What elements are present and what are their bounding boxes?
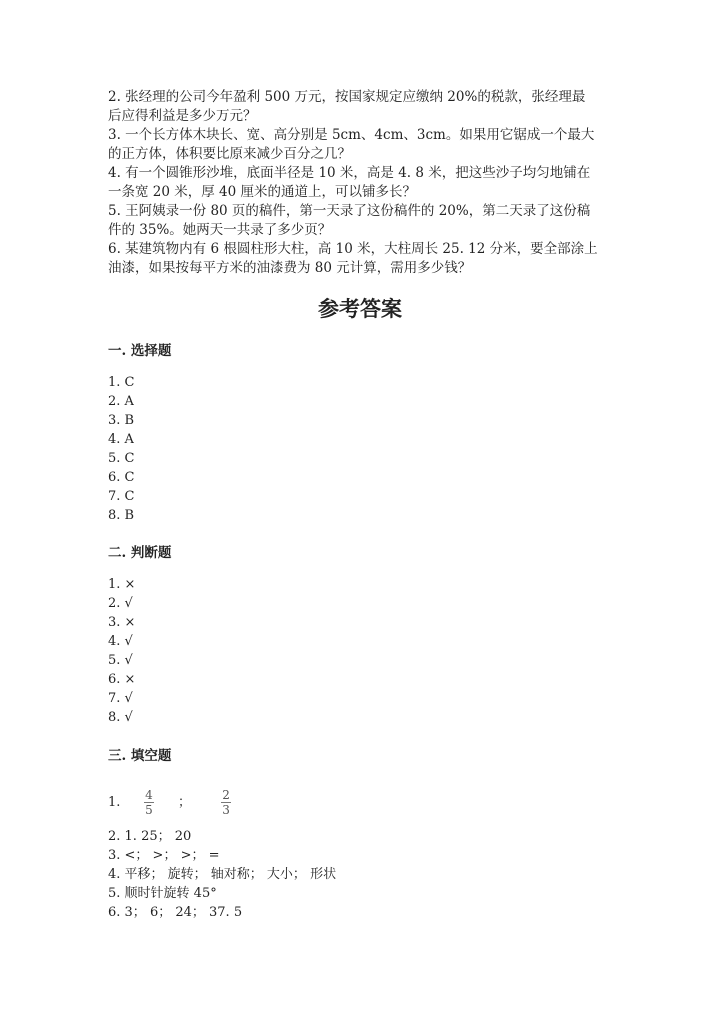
question-line: 一条宽 20 米，厚 40 厘米的通道上，可以铺多长？ [108, 184, 417, 200]
denominator: 5 [145, 803, 153, 817]
answer-item: 4. √ [108, 634, 133, 649]
question-line: 油漆，如果按每平方米的油漆费为 80 元计算，需用多少钱？ [108, 260, 472, 276]
answer-item: 8. √ [108, 710, 133, 725]
answer-item: 5. C [108, 451, 135, 466]
answer-item: 6. 3； 6； 24； 37. 5 [108, 905, 243, 920]
answer-item: 6. × [108, 672, 136, 687]
answer-item: 5. √ [108, 653, 133, 668]
numerator: 4 [145, 788, 153, 802]
section-heading: 一. 选择题 [108, 343, 172, 359]
fraction-answer [108, 788, 231, 817]
answer-list-choice [108, 373, 134, 525]
question-line: 后应得利益是多少万元？ [108, 108, 257, 124]
separator: ； [178, 795, 192, 810]
answer-item: 7. C [108, 489, 135, 504]
answer-item: 5. 顺时针旋转 45° [108, 886, 217, 901]
section-heading: 二. 判断题 [108, 545, 172, 561]
answer-item: 8. B [108, 508, 135, 523]
answer-item: 4. 平移； 旋转； 轴对称； 大小； 形状 [108, 867, 337, 882]
section-heading: 三. 填空题 [108, 748, 172, 764]
answer-item: 6. C [108, 470, 135, 485]
question-line: 件的 35%。她两天一共录了多少页？ [108, 222, 332, 238]
answer-item: 2. 1. 25； 20 [108, 829, 192, 844]
question-line: 5. 王阿姨录一份 80 页的稿件，第一天录了这份稿件的 20%，第二天录了这份稿 [108, 203, 591, 219]
answer-title: 参考答案 [318, 296, 402, 321]
answer-item: 7. √ [108, 691, 133, 706]
question-line: 2. 张经理的公司今年盈利 500 万元，按国家规定应缴纳 20%的税款，张经理最 [108, 89, 586, 105]
question-line: 的正方体，体积要比原来减少百分之几？ [108, 146, 351, 162]
answer-item: 1. C [108, 375, 135, 390]
answer-item: 2. A [108, 394, 134, 409]
question-line: 6. 某建筑物内有 6 根圆柱形大柱，高 10 米，大柱周长 25. 12 分米，要全部涂上 [108, 241, 598, 257]
question-line: 3. 一个长方体木块长、宽、高分别是 5cm、4cm、3cm。如果用它锯成一个最大 [108, 127, 595, 143]
answer-list-fill [108, 827, 336, 922]
numerator: 2 [222, 788, 230, 802]
answer-item: 3. B [108, 413, 135, 428]
answer-label: 1. [108, 795, 121, 810]
answer-list-judge [108, 575, 135, 727]
fraction [221, 788, 231, 817]
answer-item: 1. × [108, 577, 136, 592]
answer-item: 2. √ [108, 596, 133, 611]
fraction [144, 788, 154, 817]
answer-item: 4. A [108, 432, 134, 447]
answer-item: 3. × [108, 615, 136, 630]
questions-block [108, 88, 618, 278]
denominator: 3 [222, 803, 230, 817]
answer-item: 3. <； >； >； = [108, 848, 220, 863]
question-line: 4. 有一个圆锥形沙堆，底面半径是 10 米，高是 4. 8 米，把这些沙子均匀地铺在 [108, 165, 591, 181]
